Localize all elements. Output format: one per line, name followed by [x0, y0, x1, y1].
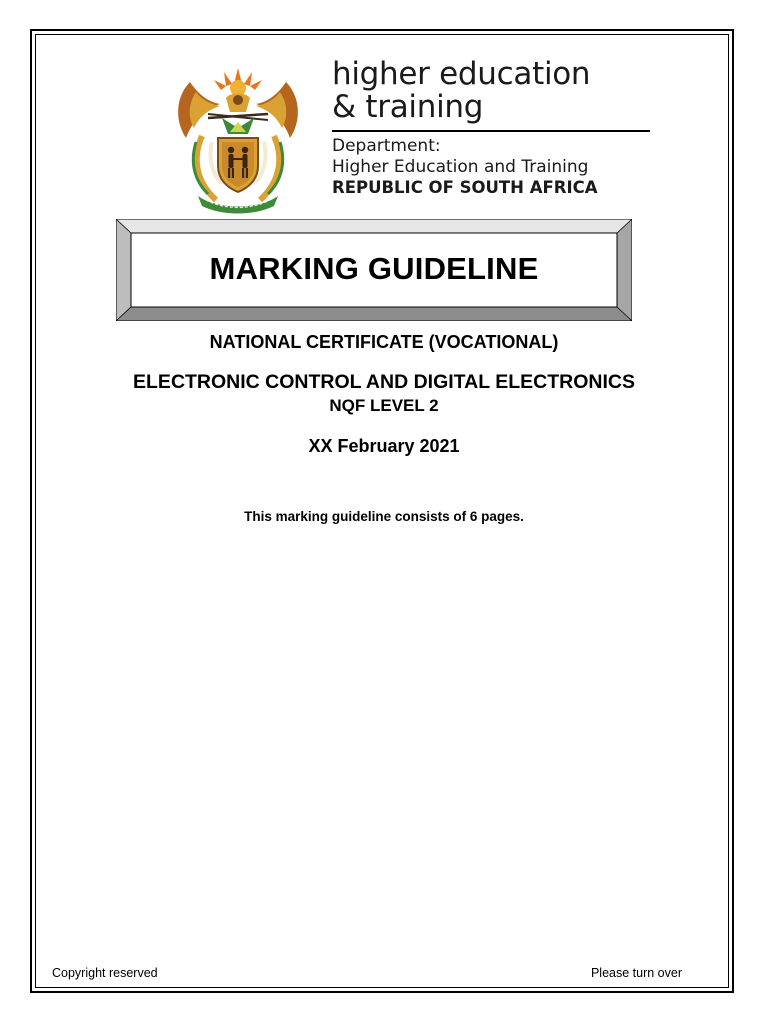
- brand-line-1: higher education: [332, 56, 591, 92]
- exam-date: XX February 2021: [308, 436, 460, 456]
- footer-turn-over: Please turn over: [590, 966, 682, 980]
- department-label: Department:: [332, 136, 441, 156]
- document-title: MARKING GUIDELINE: [209, 251, 539, 286]
- department-name: Higher Education and Training: [332, 157, 589, 177]
- brand-line-2: & training: [332, 89, 484, 125]
- department-header: [332, 58, 652, 199]
- coat-of-arms-icon: [168, 62, 308, 214]
- country-name: REPUBLIC OF SOUTH AFRICA: [332, 178, 598, 197]
- subject-name: ELECTRONIC CONTROL AND DIGITAL ELECTRONICS: [133, 371, 635, 393]
- footer-copyright: Copyright reserved: [52, 966, 158, 980]
- nqf-level: NQF LEVEL 2: [329, 396, 439, 415]
- brand-divider: [332, 130, 650, 132]
- certificate-name: NATIONAL CERTIFICATE (VOCATIONAL): [209, 332, 559, 352]
- page-count-note: This marking guideline consists of 6 pages.: [244, 509, 524, 524]
- title-box: [116, 219, 632, 321]
